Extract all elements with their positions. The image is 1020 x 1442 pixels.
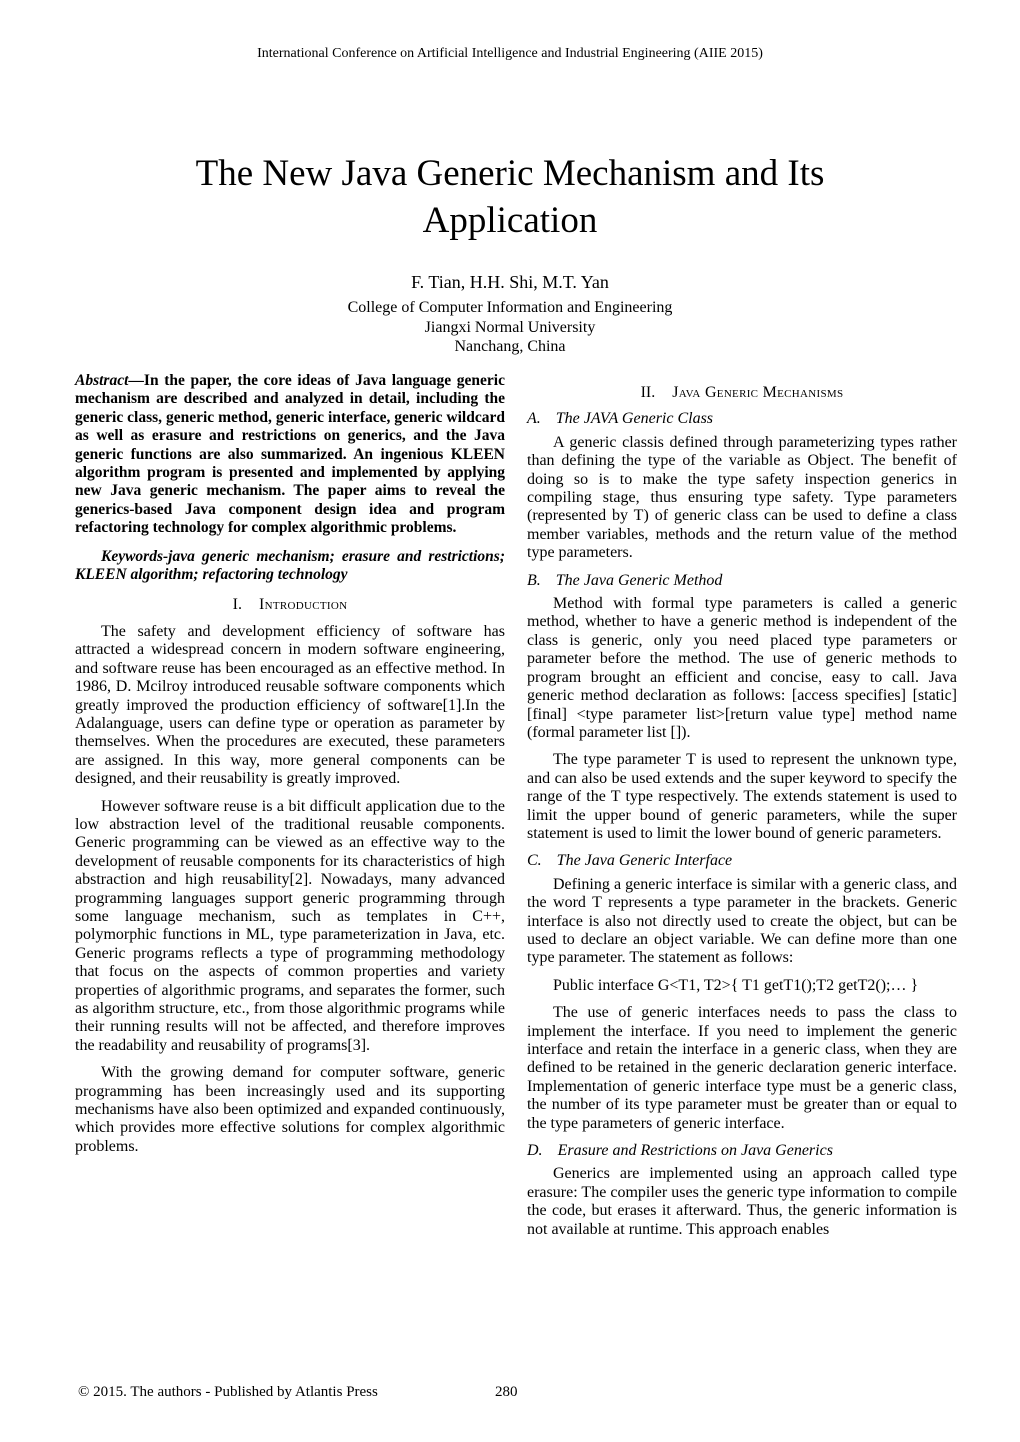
section-title: Java Generic Mechanisms (672, 384, 844, 401)
section-number: I. (232, 596, 242, 614)
abstract-paragraph (75, 372, 505, 538)
subsection-label: C. (527, 852, 542, 870)
section-heading-mechanisms (527, 384, 957, 402)
subsection-a-paragraph-1: A generic classis defined through parameterizing types rather than defining the type of the variable as Object. The benefit of doing so is to make the type safety inspection generics in compiling stage, thus ensuring type safety. Type parameters (represented by T) of generic class can be used to define a class member variables, methods and the return value of the method type parameters. (527, 433, 957, 562)
affiliation-block (0, 298, 1020, 357)
abstract-label: Abstract (75, 372, 129, 389)
page-number: 280 (495, 1384, 518, 1400)
subsection-b-paragraph-1: Method with formal type parameters is called a generic method, whether to have a generic method is independent of the class is generic, only you need placed type parameters or parameter before the method. The use of generic methods to program brought an efficient and concise, easy to call. Java generic method declaration as follows: [access specifies] [static] [final] <type parameter list>[return value type] method name (formal parameter list []). (527, 595, 957, 741)
affiliation-university: Jiangxi Normal University (424, 318, 596, 336)
subsection-title: Erasure and Restrictions on Java Generics (557, 1142, 833, 1160)
left-column (75, 372, 505, 1248)
subsection-b-paragraph-2: The type parameter T is used to represent the unknown type, and can also be used extends and the super keyword to specify the range of the T type respectively. The extends statement is used to limit the upper bound of generic parameters, while the super statement is used to limit the lower bound of generic parameters. (527, 751, 957, 842)
affiliation-city: Nanchang, China (454, 338, 566, 355)
section-title: Introduction (258, 596, 348, 614)
subsection-heading-b (527, 572, 957, 590)
two-column-body (75, 372, 957, 1248)
section-heading-introduction (75, 596, 505, 614)
intro-paragraph-1: The safety and development efficiency of software has attracted a widespread concern in modern software engineering, and software reuse has been encouraged as an effective method. In 1986, D. Mcilroy introduced reusable software components which greatly improved the production efficiency of software[1].In the Adalanguage, users can define type or operation as parameter by themselves. When the procedures are executed, these parameters are assigned. In this way, more general components can be designed, and their reusability is greatly improved. (75, 622, 505, 788)
intro-paragraph-3: With the growing demand for computer software, generic programming has been increasingly used and its supporting mechanisms have also been optimized and expanded continuously, which provides more effective solutions for complex algorithmic problems. (75, 1064, 505, 1155)
conference-header: International Conference on Artificial Intelligence and Industrial Engineering (AIIE 2015) (257, 46, 763, 61)
subsection-title: The Java Generic Method (555, 571, 723, 589)
subsection-label: B. (527, 571, 541, 589)
keywords-paragraph: Keywords-java generic mechanism; erasure and restrictions; KLEEN algorithm; refactoring technology (75, 547, 505, 584)
subsection-heading-c (527, 852, 957, 870)
subsection-title: The Java Generic Interface (556, 852, 733, 870)
section-number: II. (640, 384, 656, 401)
subsection-heading-d (527, 1142, 957, 1160)
subsection-d-paragraph-1: Generics are implemented using an approach called type erasure: The compiler uses the generic type information to compile the code, but erases it afterward. Thus, the generic information is not available at runtime. This approach enables (527, 1165, 957, 1238)
authors-line: F. Tian, H.H. Shi, M.T. Yan (411, 272, 609, 292)
paper-title: The New Java Generic Mechanism and Its Application (195, 153, 825, 241)
affiliation-department: College of Computer Information and Engineering (347, 299, 673, 316)
subsection-label: D. (527, 1142, 543, 1160)
intro-paragraph-2: However software reuse is a bit difficult application due to the low abstraction level of the traditional reusable components. Generic programming can be viewed as an effective way to the development of reusable components for its characteristics of high abstraction and high reusability[2]. Nowadays, many advanced programming languages support generic programming through some language mechanism, such as templates in C++, polymorphic functions in ML, type parameterization in Java, etc. Generic programs reflects a type of programming methodology that focus on the aspects of common properties and variety properties of algorithmic programs, and separates the former, such as algorithm structure, etc., from those algorithmic programs while their running results will not be affected, and therefore improves the readability and reusability of programs[3]. (75, 797, 505, 1054)
footer-copyright: © 2015. The authors - Published by Atlantis Press (78, 1384, 378, 1400)
subsection-title: The JAVA Generic Class (555, 410, 714, 428)
interface-code-statement: Public interface G<T1, T2>{ T1 getT1();T2 getT2();… } (553, 976, 919, 994)
right-column (527, 372, 957, 1248)
subsection-heading-a (527, 410, 957, 428)
subsection-label: A. (527, 410, 541, 428)
abstract-text: —In the paper, the core ideas of Java language generic mechanism are described and analyzed in detail, including the generic class, generic method, generic interface, generic wildcard as well as erasure and restrictions on generics, and the Java generic functions are also summarized. An ingenious KLEEN algorithm program is presented and implemented by applying new Java generic mechanism. The paper aims to reveal the generics-based Java component design idea and program refactoring technology for complex algorithmic problems. (75, 372, 505, 537)
subsection-c-paragraph-2: The use of generic interfaces needs to pass the class to implement the interface. If you need to implement the generic interface and retain the interface in a generic class, when they are defined to be retained in the generic declaration generic interface. Implementation of generic interface type must be a generic class, the number of its type parameter must be greater than or equal to the type parameters of generic interface. (527, 1004, 957, 1132)
subsection-c-paragraph-1: Defining a generic interface is similar with a generic class, and the word T represents a type parameter in the brackets. Generic interface is also not directly used to create the object, but can be used to declare an object variable. We can define more than one type parameter. The statement as follows: (527, 875, 957, 967)
